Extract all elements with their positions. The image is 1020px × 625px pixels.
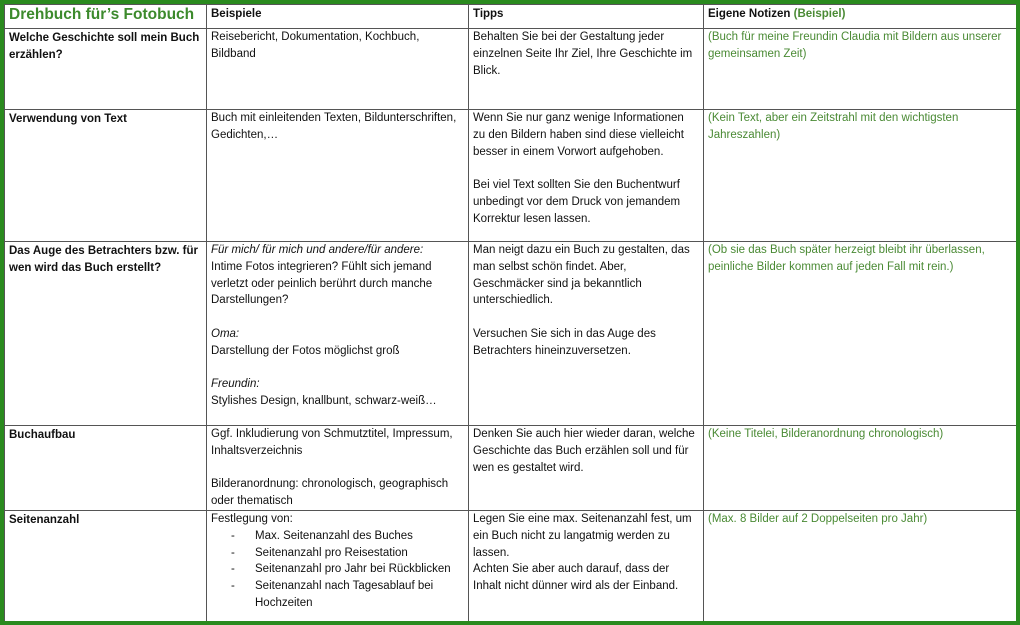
table-row [5,426,1017,511]
header-tips: Tipps [469,5,704,29]
storyboard-table [4,4,1017,625]
row-label: Welche Geschichte soll mein Buch erzählen? [5,29,207,110]
examples-text: Buch mit einleitenden Texten, Bildunterschriften, Gedichten,… [211,112,457,141]
notes-cell: (Ob sie das Buch später herzeigt bleibt ihr überlassen, peinliche Bilder kommen auf jeden Fall mit rein.) [704,242,1017,426]
examples-cell [207,110,469,242]
examples-text: Ggf. Inkludierung von Schmutztitel, Impressum, Inhaltsverzeichnis [211,428,453,457]
tips-text: Bei viel Text sollten Sie den Buchentwurf unbedingt vor dem Druck von jemandem Korrektur lesen lassen. [473,179,681,225]
row-label: Buchaufbau [5,426,207,511]
row-label: Seitenanzahl [5,510,207,625]
examples-cell [207,510,469,625]
table-row [5,242,1017,426]
table-row [5,110,1017,242]
table-row [5,29,1017,110]
tips-text: Man neigt dazu ein Buch zu gestalten, das man selbst schön findet. Aber, Geschmäcker sind ja bekanntlich unterschiedlich. [473,244,690,307]
audience-heading: Oma: [211,327,240,340]
tips-text: Legen Sie eine max. Seitenanzahl fest, um ein Buch nicht zu langatmig werden zu lassen. [473,512,692,559]
list-bullet: - [231,546,235,559]
examples-text: Reisebericht, Dokumentation, Kochbuch, Bildband [211,31,420,60]
table-row [5,510,1017,625]
tips-cell [469,510,704,625]
audience-heading: Freundin: [211,378,260,391]
examples-intro: Festlegung von: [211,512,293,525]
list-bullet: - [231,529,235,542]
examples-cell [207,29,469,110]
row-label: Verwendung von Text [5,110,207,242]
list-item-text: Seitenanzahl nach Tagesablauf bei Hochzeiten [255,580,434,609]
list-bullet: - [231,580,235,593]
audience-text: Stylishes Design, knallbunt, schwarz-weiß… [211,395,437,408]
examples-cell [207,426,469,511]
list-item-text: Seitenanzahl pro Reisestation [255,546,408,559]
list-item [211,528,464,545]
header-row [5,5,1017,29]
document-title: Drehbuch für’s Fotobuch [5,5,207,29]
tips-cell [469,29,704,110]
list-item-text: Max. Seitenanzahl des Buches [255,529,413,542]
tips-cell [469,110,704,242]
tips-text: Wenn Sie nur ganz wenige Informationen zu den Bildern haben sind diese vielleicht besser in einem Vorwort aufgehoben. [473,112,684,158]
tips-text: Achten Sie aber auch darauf, dass der Inhalt nicht dünner wird als der Einband. [473,563,679,593]
tips-text: Versuchen Sie sich in das Auge des Betrachters hineinzuversetzen. [473,327,656,357]
examples-text: Bilderanordnung: chronologisch, geographisch oder thematisch [211,478,449,508]
list-item [211,561,464,578]
tips-cell [469,426,704,511]
header-notes [704,5,1017,29]
notes-cell: (Buch für meine Freundin Claudia mit Bildern aus unserer gemeinsamen Zeit) [704,29,1017,110]
examples-cell [207,242,469,426]
list-item-text: Seitenanzahl pro Jahr bei Rückblicken [255,563,451,576]
tips-cell [469,242,704,426]
list-item [211,578,464,612]
list-bullet: - [231,563,235,576]
row-label: Das Auge des Betrachters bzw. für wen wird das Buch erstellt? [5,242,207,426]
header-examples: Beispiele [207,5,469,29]
audience-text: Darstellung der Fotos möglichst groß [211,344,400,357]
page-count-list [211,528,464,612]
audience-heading: Für mich/ für mich und andere/für andere: [211,244,424,256]
header-notes-label: Eigene Notizen [708,8,791,20]
tips-text: Behalten Sie bei der Gestaltung jeder einzelnen Seite Ihr Ziel, Ihre Geschichte im Blick. [473,31,693,77]
tips-text: Denken Sie auch hier wieder daran, welche Geschichte das Buch erzählen soll und für wen es gestaltet wird. [473,428,695,474]
notes-cell: (Keine Titelei, Bilderanordnung chronologisch) [704,426,1017,511]
notes-cell: (Kein Text, aber ein Zeitstrahl mit den wichtigsten Jahreszahlen) [704,110,1017,242]
list-item [211,545,464,562]
audience-text: Intime Fotos integrieren? Fühlt sich jemand verletzt oder peinlich berührt durch manche Darstellungen? [211,260,433,307]
header-notes-example-tag: (Beispiel) [793,8,846,20]
notes-cell: (Max. 8 Bilder auf 2 Doppelseiten pro Jahr) [704,510,1017,625]
